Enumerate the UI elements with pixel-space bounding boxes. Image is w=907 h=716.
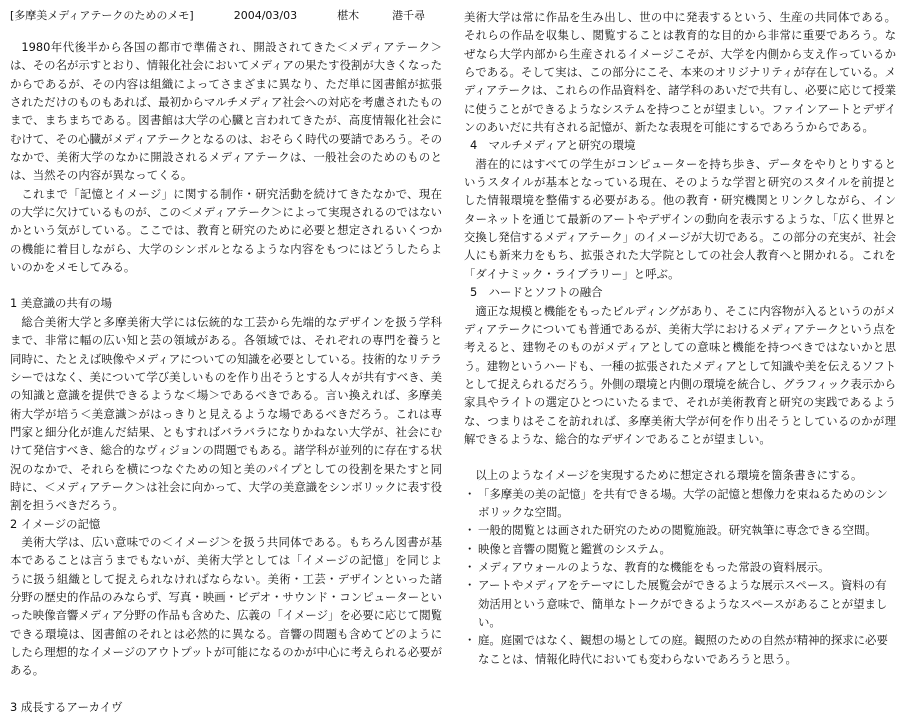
section-4-heading: 4 マルチメディアと研究の環境 [470, 138, 636, 153]
left-column [10, 8, 442, 716]
summary-list [464, 485, 896, 668]
list-item [464, 521, 896, 539]
right-column [464, 8, 896, 668]
list-item-text: メディアウォールのような、教育的な機能をもった常設の資料展示。 [478, 559, 830, 574]
list-item [464, 540, 896, 558]
section-3-heading: 3 成長するアーカイヴ [10, 699, 123, 714]
list-item [464, 485, 896, 522]
list-item [464, 631, 896, 668]
list-item-text: 「多摩美の美の記憶」を共有できる場。大学の記憶と想像力を束ねるためのシンボリックな空間。 [478, 486, 888, 519]
section-4-paragraph: 潜在的にはすべての学生がコンピューターを持ち歩き、データをやりとりするというスタイルが基本となっている現在、そのような学習と研究のスタイルを前提とした情報環境を整備する必要がある。他の教育・研究機関とリンクしながら、インターネットを通じて最新のアートやデザインの動向を表示するような、「広く世界と交換し発信するメディアテーク」のイメージが大切である。この部分の充実が、社会人にも新来力をもち、拡張された大学院としての社会人教育へと開かれる。これを「ダイナミック・ライブラリー」と呼ぶ。 [464, 156, 896, 281]
section-1-paragraph: 総合美術大学と多摩美術大学には伝統的な工芸から先端的なデザインを扱う学科まで、非常に幅の広い知と芸の領域がある。各領域では、それぞれの専門を養うと同時に、たとえば映像やメディアについての知識を必要としている。技術的なリテラシーではなく、美について学び美しいものを作り出そうとする人々が共有すべき、美の知識と意識を提供できるような＜場＞であるべきである。言い換えれば、多摩美術大学が培う＜美意識＞がはっきりと見えるような場であるべきだろう。これは専門家と細分化が進んだ結果、ともすればバラバラになりかねない大学が、社会にむけて発信すべき、総合的なヴィジョンの問題でもある。諸学科が並列的に存在する状況のなかで、それらを横につなぐための知と美のパイプとしての役割を果たすと同時に、＜メディアテーク＞は社会に向かって、大学の美意識をシンボリックに表す役割を担うべきだろう。 [10, 314, 442, 513]
bullet-glyph: ・ [464, 486, 476, 501]
list-item-text: 一般的閲覧とは画された研究のための閲覧施設。研究執筆に専念できる空間。 [478, 523, 877, 538]
document-author: 椹木 港千尋 [337, 9, 426, 22]
document-date: 2004/03/03 [233, 9, 298, 22]
section-2-heading: 2 イメージの記憶 [10, 516, 101, 531]
document-header [10, 8, 442, 24]
section-3-paragraph: 美術大学は常に作品を生み出し、世の中に発表するという、生産の共同体である。それらの作品を収集し、閲覧することは教育的な目的から非常に重要であろう。なぜなら大学内部から生産されるイメージこそが、大学を内側から支え作っているからである。そして実は、この部分にこそ、本来のオリジナリティが存在している。メディアテークは、これらの作品資料を、諸学科のあいだで共有し、必要に応じて授業に使うことができるようなシステムを持つことが望ましい。ファインアートとデザインのあいだに共有される記憶が、新たな表現を可能にするであろうからである。 [464, 10, 896, 135]
bullet-glyph: ・ [464, 633, 476, 648]
list-item-text: 映像と音響の閲覧と鑑賞のシステム。 [478, 541, 671, 556]
intro-paragraph-1: 1980年代後半から各国の都市で準備され、開設されてきた＜メディアテーク＞は、その名が示すとおり、情報化社会においてメディアの果たす役割が大きくなったからであるが、その内容は組織によってさまざまに異なり、ただ単に図書館が拡張されただけのものもあれば、最初からマルチメディア社会への対応を考慮されたものまで、まちまちである。図書館は大学の心臓と言われてきたが、高度情報化社会にむけて、その心臓がメディアテークとなるのは、おそらく時代の要請であろう。そのなかで、美術大学のなかに開設されるメディアテークは、一般社会のためのものとは、当然その内容が異なってくる。 [10, 40, 442, 183]
intro-paragraph-2: これまで「記憶とイメージ」に関する制作・研究活動を続けてきたなかで、現在の大学に欠けているものが、この＜メディアテーク＞によって実現されるのではないかという気がしている。ここでは、教育と研究のために必要と想定されるいくつかの機能に着目しながら、大学のシンボルとなるような内容をもつにはどうしたらよいのかをメモしてみる。 [10, 186, 442, 275]
bullet-glyph: ・ [464, 523, 476, 538]
section-5-paragraph: 適正な規模と機能をもったビルディングがあり、そこに内容物が入るというのがメディアテークについても普通であるが、美術大学におけるメディアテークという点を考えると、建物そのものがメディアとしての意味と機能を持つべきではないかと思う。建物というハードも、一種の拡張されたメディアとして知識や美を伝えるソフトとして捉えられるだろう。外側の環境と内側の環境を統合し、グラフィック表示から家具やライトの選定ひとつにいたるまで、それが美術教育と研究の実践であるような、つまりはそこを訪れれば、多摩美術大学が何を作り出そうとしているのかが理解できるような、総合的なデザインであることが望ましい。 [464, 303, 896, 446]
summary-lead: 以上のようなイメージを実現するために想定される環境を箇条書きにする。 [475, 468, 863, 483]
bullet-glyph: ・ [464, 559, 476, 574]
list-item-text: 庭。庭園ではなく、観想の場としての庭。観照のための自然が精神的探求に必要なことは、情報化時代においても変わらないであろうと思う。 [478, 633, 888, 666]
document-title: [多摩美メディアテークのためのメモ] [10, 9, 194, 22]
list-item [464, 576, 896, 631]
section-1-heading: 1 美意識の共有の場 [10, 296, 112, 311]
bullet-glyph: ・ [464, 541, 476, 556]
section-5-heading: 5 ハードとソフトの融合 [470, 285, 603, 300]
bullet-glyph: ・ [464, 578, 476, 593]
list-item [464, 558, 896, 576]
list-item-text: アートやメディアをテーマにした展覧会ができるような展示スペース。資料の有効活用という意味で、簡単なトークができるようなスペースがあることが望ましい。 [478, 578, 888, 629]
section-2-paragraph: 美術大学は、広い意味での＜イメージ＞を扱う共同体である。もちろん図書が基本であることは言うまでもないが、美術大学としては「イメージの記憶」を同じように扱う組織として捉えられなければならない。美術・工芸・デザインといった諸分野の歴史的作品のみならず、写真・映画・ビデオ・サウンド・コンピューターといった映像音響メディア分野の作品も含めた、広義の「イメージ」を必要に応じて閲覧できる環境は、図書館のそれとは必然的に異なる。音響の問題も含めてどのようにしたら理想的なイメージのアウトプットが可能になるのかが中心に考えられる必要がある。 [10, 534, 442, 678]
